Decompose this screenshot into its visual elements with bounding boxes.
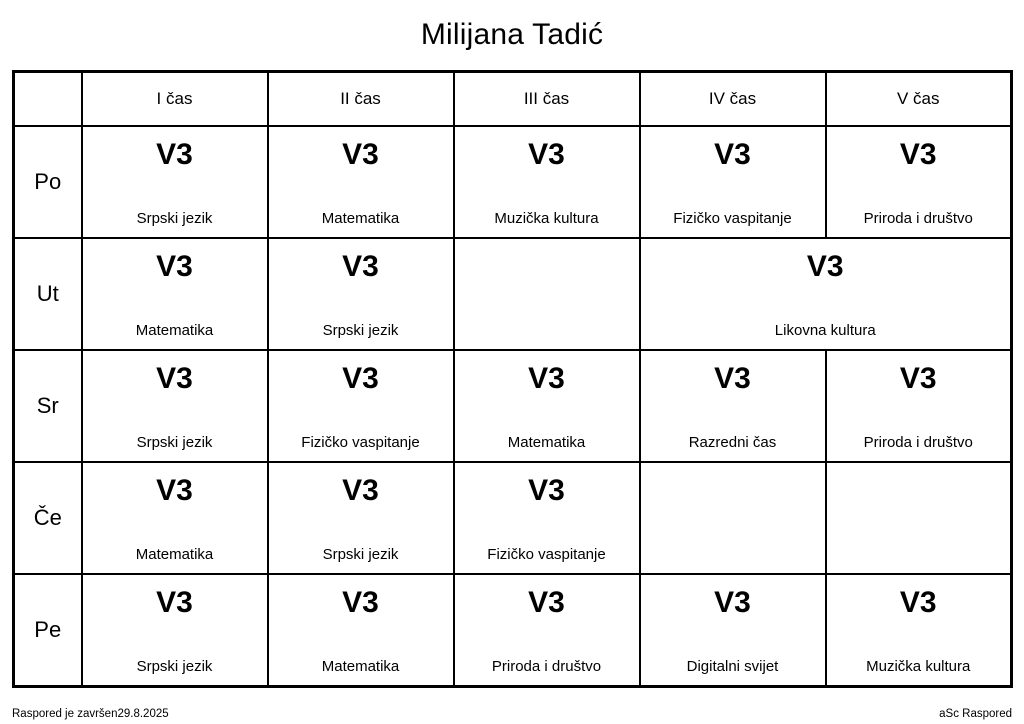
page-footer — [0, 708, 1024, 722]
footer-right-text: aSc Raspored — [939, 708, 1012, 721]
lesson-cell-pe-3[interactable] — [454, 574, 640, 687]
lesson-class: V3 — [528, 138, 565, 171]
lesson-cell-ut-3-empty[interactable] — [454, 238, 640, 350]
table-row — [14, 350, 1012, 462]
lesson-cell-ce-4-empty[interactable] — [640, 462, 826, 574]
lesson-cell-sr-5[interactable] — [826, 350, 1012, 462]
lesson-class: V3 — [156, 250, 193, 283]
lesson-subject: Srpski jezik — [322, 545, 399, 563]
lesson-cell-ce-1[interactable] — [82, 462, 268, 574]
table-row — [14, 574, 1012, 687]
lesson-class: V3 — [899, 586, 937, 619]
lesson-cell-pe-1[interactable] — [82, 574, 268, 687]
lesson-cell-ut-2[interactable] — [268, 238, 454, 350]
lesson-subject: Matematika — [321, 209, 400, 227]
lesson-cell-ce-3[interactable] — [454, 462, 640, 574]
lesson-class: V3 — [342, 474, 379, 507]
header-period-2: II čas — [268, 72, 454, 127]
header-corner — [14, 72, 82, 127]
lesson-class: V3 — [899, 138, 937, 171]
lesson-cell-sr-3[interactable] — [454, 350, 640, 462]
lesson-class: V3 — [528, 586, 565, 619]
lesson-class: V3 — [342, 138, 379, 171]
lesson-subject: Matematika — [321, 657, 400, 675]
day-label-po: Po — [14, 126, 82, 238]
lesson-class: V3 — [899, 362, 937, 395]
header-period-5: V čas — [826, 72, 1012, 127]
page-title: Milijana Tadić — [420, 18, 604, 51]
lesson-subject: Matematika — [135, 321, 214, 339]
lesson-subject: Srpski jezik — [136, 657, 213, 675]
lesson-subject: Priroda i društvo — [863, 209, 973, 227]
lesson-class: V3 — [156, 362, 193, 395]
lesson-subject: Srpski jezik — [136, 433, 213, 451]
day-label-ut: Ut — [14, 238, 82, 350]
timetable-header — [14, 72, 1012, 127]
lesson-cell-po-3[interactable] — [454, 126, 640, 238]
lesson-class: V3 — [342, 362, 379, 395]
lesson-subject: Srpski jezik — [136, 209, 213, 227]
lesson-cell-po-5[interactable] — [826, 126, 1012, 238]
lesson-cell-pe-4[interactable] — [640, 574, 826, 687]
lesson-class: V3 — [714, 362, 751, 395]
lesson-class: V3 — [156, 586, 193, 619]
header-period-4: IV čas — [640, 72, 826, 127]
lesson-class: V3 — [714, 586, 751, 619]
lesson-subject: Muzička kultura — [494, 209, 599, 227]
lesson-subject: Priroda i društvo — [491, 657, 602, 675]
timetable-container — [0, 70, 1024, 688]
footer-left-text: Raspored je završen29.8.2025 — [12, 708, 169, 721]
lesson-cell-ut-4-5[interactable] — [640, 238, 1012, 350]
lesson-subject: Matematika — [135, 545, 214, 563]
lesson-cell-sr-4[interactable] — [640, 350, 826, 462]
table-row — [14, 462, 1012, 574]
lesson-class: V3 — [156, 138, 193, 171]
timetable-body — [14, 126, 1012, 687]
lesson-class: V3 — [806, 250, 844, 283]
lesson-subject: Fizičko vaspitanje — [487, 545, 606, 563]
lesson-subject: Srpski jezik — [322, 321, 399, 339]
lesson-cell-ut-1[interactable] — [82, 238, 268, 350]
header-period-1: I čas — [82, 72, 268, 127]
table-row — [14, 238, 1012, 350]
lesson-subject: Likovna kultura — [774, 321, 876, 339]
day-label-pe: Pe — [14, 574, 82, 687]
lesson-cell-ce-2[interactable] — [268, 462, 454, 574]
lesson-subject: Digitalni svijet — [686, 657, 779, 675]
lesson-cell-po-2[interactable] — [268, 126, 454, 238]
timetable — [12, 70, 1013, 688]
lesson-cell-sr-1[interactable] — [82, 350, 268, 462]
day-label-sr: Sr — [14, 350, 82, 462]
lesson-subject: Matematika — [507, 433, 586, 451]
lesson-class: V3 — [342, 586, 379, 619]
lesson-cell-po-4[interactable] — [640, 126, 826, 238]
lesson-subject: Muzička kultura — [866, 657, 971, 675]
lesson-subject: Fizičko vaspitanje — [673, 209, 792, 227]
lesson-subject: Razredni čas — [688, 433, 777, 451]
lesson-class: V3 — [528, 474, 565, 507]
lesson-cell-pe-2[interactable] — [268, 574, 454, 687]
lesson-class: V3 — [714, 138, 751, 171]
table-row — [14, 126, 1012, 238]
header-row — [14, 72, 1012, 127]
lesson-subject: Priroda i društvo — [863, 433, 973, 451]
lesson-cell-ce-5-empty[interactable] — [826, 462, 1012, 574]
day-label-ce: Če — [14, 462, 82, 574]
lesson-subject: Fizičko vaspitanje — [301, 433, 420, 451]
lesson-class: V3 — [528, 362, 565, 395]
lesson-cell-po-1[interactable] — [82, 126, 268, 238]
lesson-class: V3 — [342, 250, 379, 283]
lesson-cell-pe-5[interactable] — [826, 574, 1012, 687]
lesson-class: V3 — [156, 474, 193, 507]
lesson-cell-sr-2[interactable] — [268, 350, 454, 462]
header-period-3: III čas — [454, 72, 640, 127]
